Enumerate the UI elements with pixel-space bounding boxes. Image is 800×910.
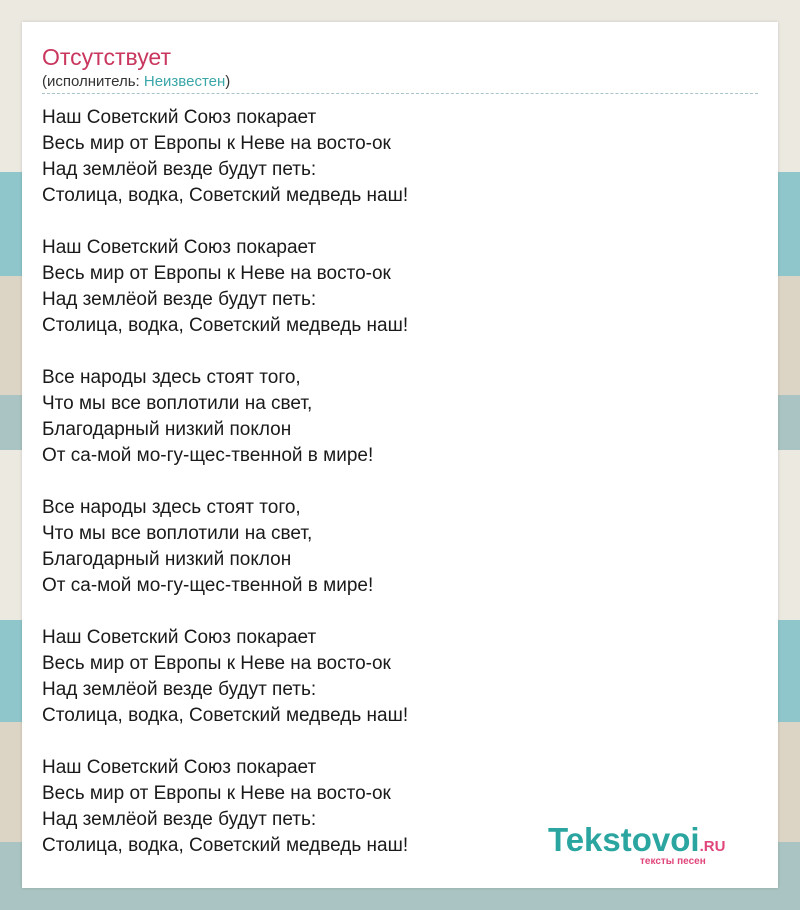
lyrics-body	[42, 105, 408, 859]
lyric-line: Столица, водка, Советский медведь наш!	[42, 705, 409, 726]
artist-link[interactable]: Неизвестен	[143, 73, 226, 90]
lyric-line: Благодарный низкий поклон	[42, 549, 292, 570]
stanza	[42, 495, 408, 599]
lyric-line: Наш Советский Союз покарает	[42, 237, 317, 258]
stanza	[42, 105, 408, 209]
lyric-line: От са-мой мо-гу-щес-твенной в мире!	[42, 445, 374, 466]
lyric-line: Что мы все воплотили на свет,	[42, 523, 313, 544]
site-logo[interactable]	[548, 821, 726, 867]
logo-name: Tekstovoi	[548, 821, 700, 858]
lyric-line: Весь мир от Европы к Неве на восто-ок	[42, 783, 391, 804]
lyric-line: От са-мой мо-гу-щес-твенной в мире!	[42, 575, 374, 596]
lyric-line: Все народы здесь стоят того,	[42, 497, 301, 518]
artist-prefix: (исполнитель:	[42, 73, 144, 90]
artist-line	[42, 73, 758, 94]
lyric-line: Над землёой везде будут петь:	[42, 289, 317, 310]
lyric-line: Столица, водка, Советский медведь наш!	[42, 185, 409, 206]
stanza	[42, 235, 408, 339]
song-title: Отсутствует	[42, 44, 171, 70]
lyric-line: Весь мир от Европы к Неве на восто-ок	[42, 133, 391, 154]
lyric-line: Над землёой везде будут петь:	[42, 159, 317, 180]
stanza	[42, 365, 408, 469]
lyric-line: Весь мир от Европы к Неве на восто-ок	[42, 653, 391, 674]
stanza	[42, 625, 408, 729]
lyric-line: Над землёой везде будут петь:	[42, 679, 317, 700]
lyric-line: Наш Советский Союз покарает	[42, 627, 317, 648]
lyrics-card	[22, 22, 778, 888]
stanza	[42, 755, 408, 859]
artist-suffix: )	[225, 73, 231, 90]
lyric-line: Все народы здесь стоят того,	[42, 367, 301, 388]
lyric-line: Весь мир от Европы к Неве на восто-ок	[42, 263, 391, 284]
lyric-line: Над землёой везде будут петь:	[42, 809, 317, 830]
lyric-line: Благодарный низкий поклон	[42, 419, 292, 440]
logo-tagline: тексты песен	[640, 856, 706, 867]
lyric-line: Что мы все воплотили на свет,	[42, 393, 313, 414]
lyric-line: Столица, водка, Советский медведь наш!	[42, 315, 409, 336]
logo-tld: .RU	[699, 838, 726, 855]
lyric-line: Столица, водка, Советский медведь наш!	[42, 835, 409, 856]
lyric-line: Наш Советский Союз покарает	[42, 757, 317, 778]
lyric-line: Наш Советский Союз покарает	[42, 107, 317, 128]
